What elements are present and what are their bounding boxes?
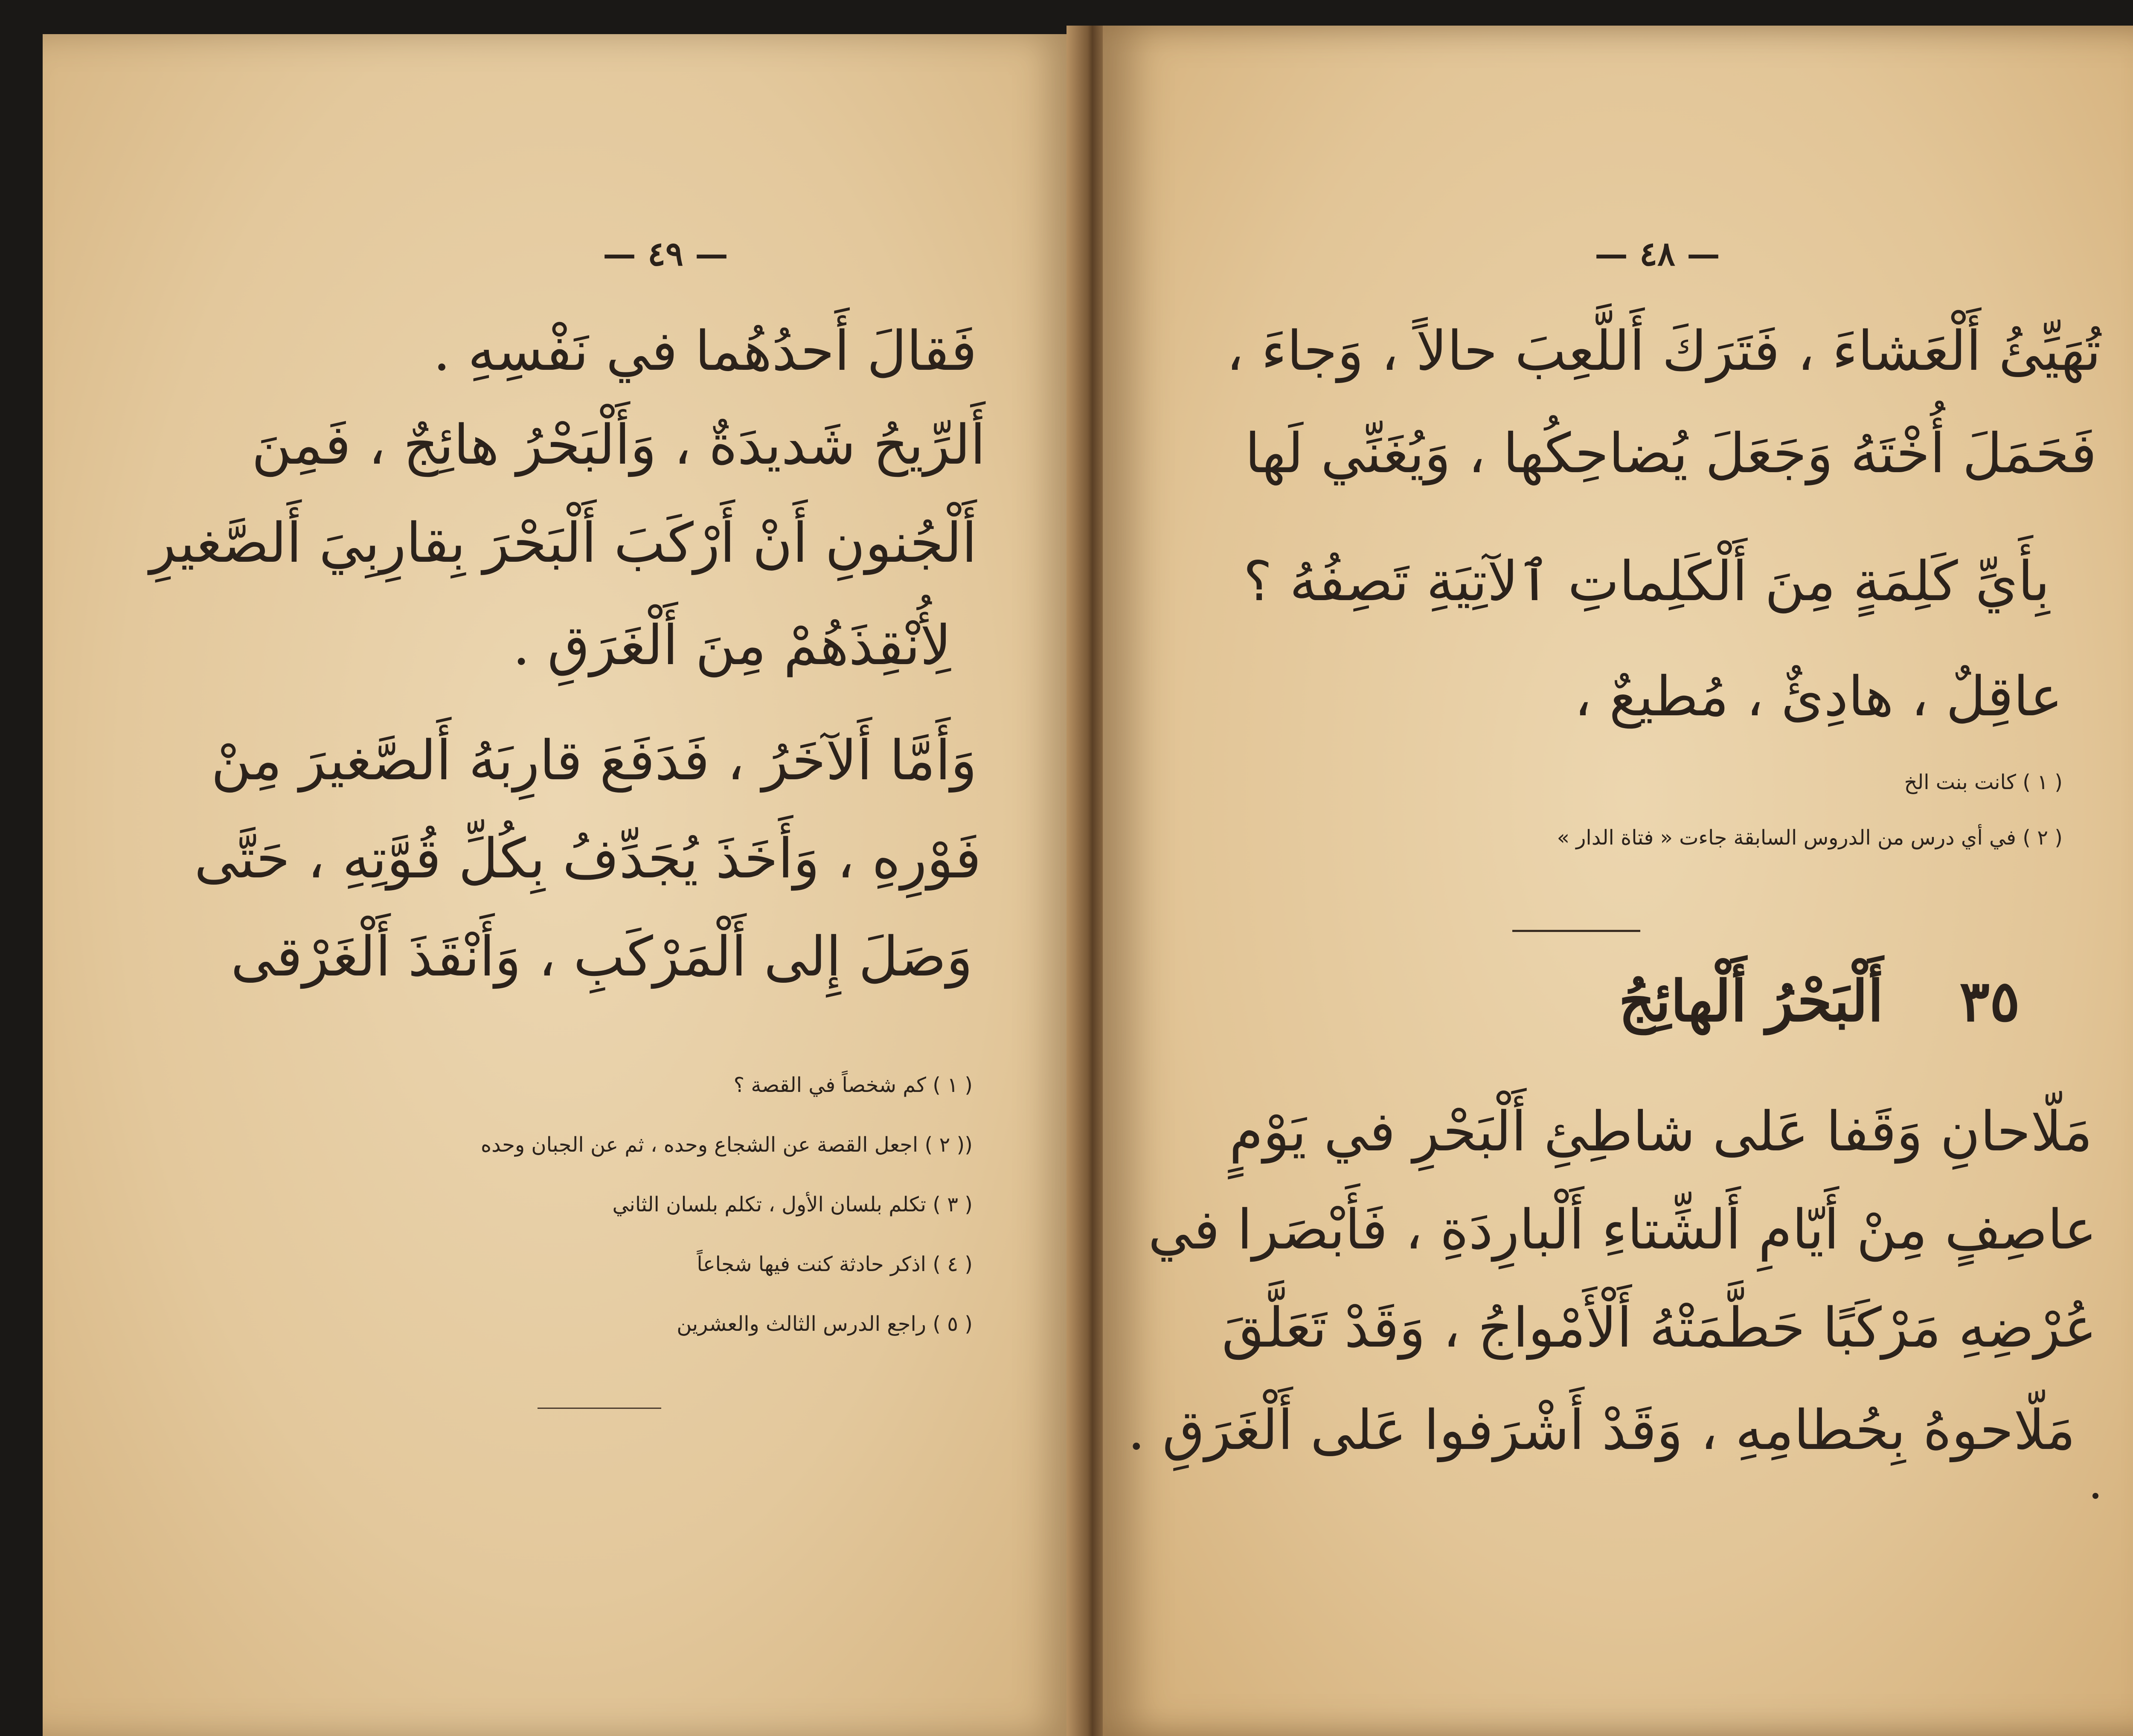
right-body-line-4: عاقِلٌ ، هادِئٌ ، مُطيعٌ ، bbox=[1574, 665, 2063, 729]
lesson-number: ٣٥ bbox=[1959, 968, 2020, 1034]
left-body-line-4: لِأُنْقِذَهُمْ مِنَ أَلْغَرَقِ . bbox=[512, 614, 951, 677]
right-page-number: — ٤٨ — bbox=[1594, 235, 1720, 273]
left-body-line-5: وَأَمَّا أَلآخَرُ ، فَدَفَعَ قارِبَهُ أَلصَّغيرَ مِنْ bbox=[211, 729, 977, 793]
section-divider-rule bbox=[1512, 930, 1640, 932]
left-page-number: — ٤٩ — bbox=[602, 235, 729, 273]
left-body-line-6: فَوْرِهِ ، وَأَخَذَ يُجَدِّفُ بِكُلِّ قُوَّتِهِ ، حَتَّى bbox=[194, 827, 981, 891]
page-dot-mark bbox=[2092, 1493, 2098, 1499]
left-body-line-2: أَلرِّيحُ شَديدَةٌ ، وَأَلْبَحْرُ هائِجٌ ، فَمِنَ bbox=[251, 413, 985, 477]
left-question-4: ( ٤ ) اذكر حادثة كنت فيها شجاعاً bbox=[697, 1252, 973, 1276]
right-page bbox=[1103, 26, 2133, 1736]
left-body-line-7: وَصَلَ إِلى أَلْمَرْكَبِ ، وَأَنْقَذَ أَلْغَرْقى bbox=[231, 925, 973, 989]
left-page bbox=[43, 34, 1075, 1736]
left-body-line-1: فَقالَ أَحدُهُما في نَفْسِهِ . bbox=[433, 319, 977, 383]
lesson-line-1: مَلّاحانِ وَقَفا عَلى شاطِئِ أَلْبَحْرِ في يَوْمٍ bbox=[1229, 1100, 2092, 1164]
lesson-title: أَلْبَحْرُ أَلْهائِجُ bbox=[1619, 968, 1883, 1034]
right-footnote-2: ( ٢ ) في أي درس من الدروس السابقة جاءت « فتاة الدار » bbox=[1557, 826, 2063, 850]
lesson-line-3: عُرْضِهِ مَرْكَبًا حَطَّمَتْهُ أَلْأَمْواجُ ، وَقَدْ تَعَلَّقَ bbox=[1222, 1296, 2097, 1360]
left-question-2: (( ٢ ) اجعل القصة عن الشجاع وحده ، ثم عن الجبان وحده bbox=[480, 1133, 973, 1157]
lesson-line-2: عاصِفٍ مِنْ أَيّامِ أَلشِّتاءِ أَلْبارِدَةِ ، فَأَبْصَرا في bbox=[1148, 1198, 2097, 1262]
right-body-line-2: فَحَمَلَ أُخْتَهُ وَجَعَلَ يُضاحِكُها ، وَيُغَنِّي لَها bbox=[1245, 422, 2097, 485]
left-question-1: ( ١ ) كم شخصاً في القصة ؟ bbox=[733, 1073, 973, 1097]
lesson-line-4: مَلّاحوهُ بِحُطامِهِ ، وَقَدْ أَشْرَفوا عَلى أَلْغَرَقِ . bbox=[1128, 1399, 2075, 1462]
left-end-rule bbox=[538, 1408, 661, 1409]
right-footnote-1: ( ١ ) كانت بنت الخ bbox=[1904, 770, 2063, 794]
left-question-5: ( ٥ ) راجع الدرس الثالث والعشرين bbox=[677, 1312, 973, 1336]
left-question-3: ( ٣ ) تكلم بلسان الأول ، تكلم بلسان الثاني bbox=[612, 1193, 973, 1216]
right-body-line-3: بِأَيِّ كَلِمَةٍ مِنَ أَلْكَلِماتِ ٱلآتِيَةِ تَصِفُهُ ؟ bbox=[1243, 550, 2050, 613]
right-body-line-1: تُهَيِّئُ أَلْعَشاءَ ، فَتَرَكَ أَللَّعِبَ حالاً ، وَجاءَ ، bbox=[1226, 319, 2101, 383]
left-body-line-3: أَلْجُنونِ أَنْ أَرْكَبَ أَلْبَحْرَ بِقارِبِيَ أَلصَّغيرِ bbox=[149, 511, 977, 575]
